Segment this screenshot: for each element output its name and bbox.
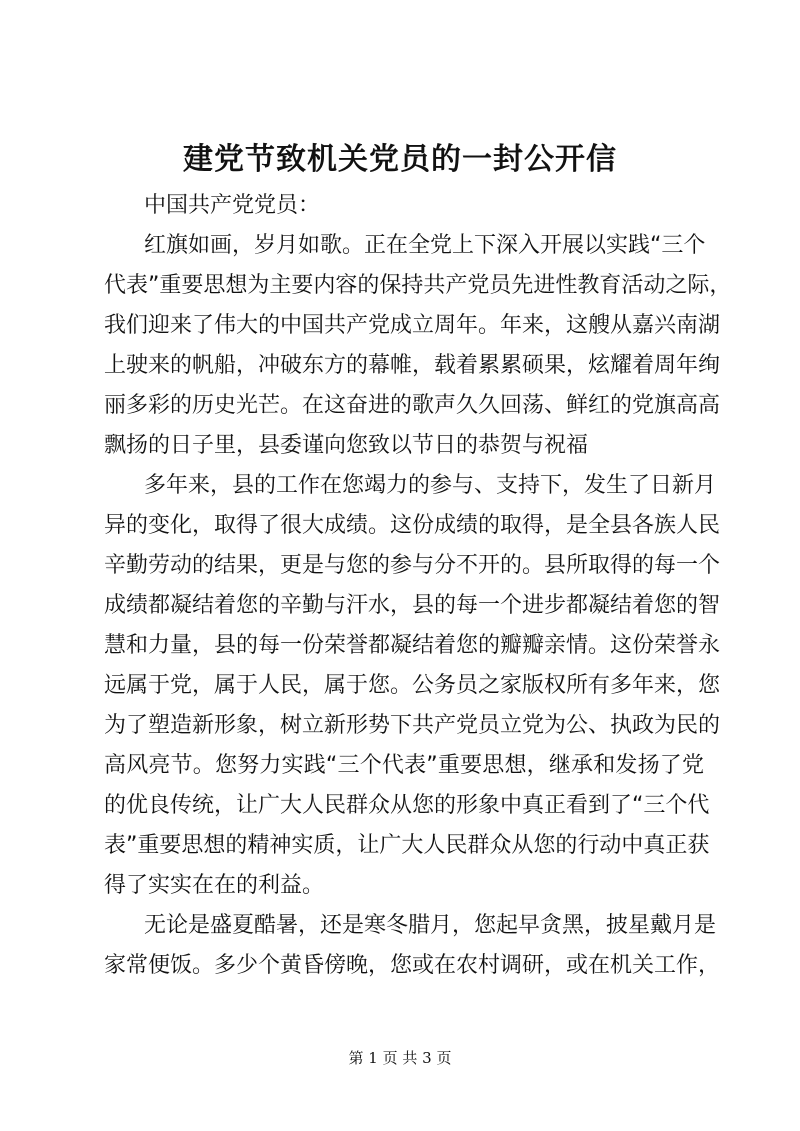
paragraph-line: 丽多彩的历史光芒。在这奋进的歌声久久回荡、鲜红的党旗高高 (104, 393, 721, 418)
paragraph-line: 的优良传统，让广大人民群众从您的形象中真正看到了“三个代 (104, 793, 710, 818)
paragraph-line: 得了实实在在的利益。 (104, 873, 325, 898)
paragraph-line: 我们迎来了伟大的中国共产党成立周年。年来，这艘从嘉兴南湖 (104, 313, 721, 338)
paragraph-line: 多年来，县的工作在您竭力的参与、支持下，发生了日新月 (144, 473, 717, 498)
paragraph-line: 远属于党，属于人民，属于您。公务员之家版权所有多年来，您 (104, 673, 721, 698)
paragraph-1 (104, 226, 732, 466)
paragraph-line: 红旗如画，岁月如歌。正在全党上下深入开展以实践“三个 (144, 233, 706, 258)
paragraph-line: 无论是盛夏酷暑，还是寒冬腊月，您起早贪黑，披星戴月是 (144, 913, 717, 938)
page-footer: 第 1 页 共 3 页 (348, 1049, 452, 1067)
paragraph-line: 上驶来的帆船，冲破东方的幕帷，载着累累硕果，炫耀着周年绚 (104, 353, 721, 378)
paragraph-line: 成绩都凝结着您的辛勤与汗水，县的每一个进步都凝结着您的智 (104, 593, 721, 618)
paragraph-line: 代表”重要思想为主要内容的保持共产党员先进性教育活动之际， (104, 273, 732, 298)
paragraph-line: 家常便饭。多少个黄昏傍晚，您或在农村调研，或在机关工作， (104, 953, 721, 978)
paragraph-line: 辛勤劳动的结果，更是与您的参与分不开的。县所取得的每一个 (104, 553, 721, 578)
salutation: 中国共产党党员： (144, 193, 321, 218)
paragraph-line: 飘扬的日子里，县委谨向您致以节日的恭贺与祝福 (104, 433, 589, 458)
paragraph-line: 异的变化，取得了很大成绩。这份成绩的取得，是全县各族人民 (104, 513, 721, 538)
paragraph-line: 表”重要思想的精神实质，让广大人民群众从您的行动中真正获 (104, 833, 710, 858)
paragraph-2 (104, 466, 721, 906)
paragraph-3 (104, 906, 721, 986)
paragraph-line: 高风亮节。您努力实践“三个代表”重要思想，继承和发扬了党 (104, 753, 704, 778)
paragraph-line: 为了塑造新形象，树立新形势下共产党员立党为公、执政为民的 (104, 713, 721, 738)
document-title: 建党节致机关党员的一封公开信 (183, 142, 617, 177)
paragraph-line: 慧和力量，县的每一份荣誉都凝结着您的瓣瓣亲情。这份荣誉永 (104, 633, 721, 658)
